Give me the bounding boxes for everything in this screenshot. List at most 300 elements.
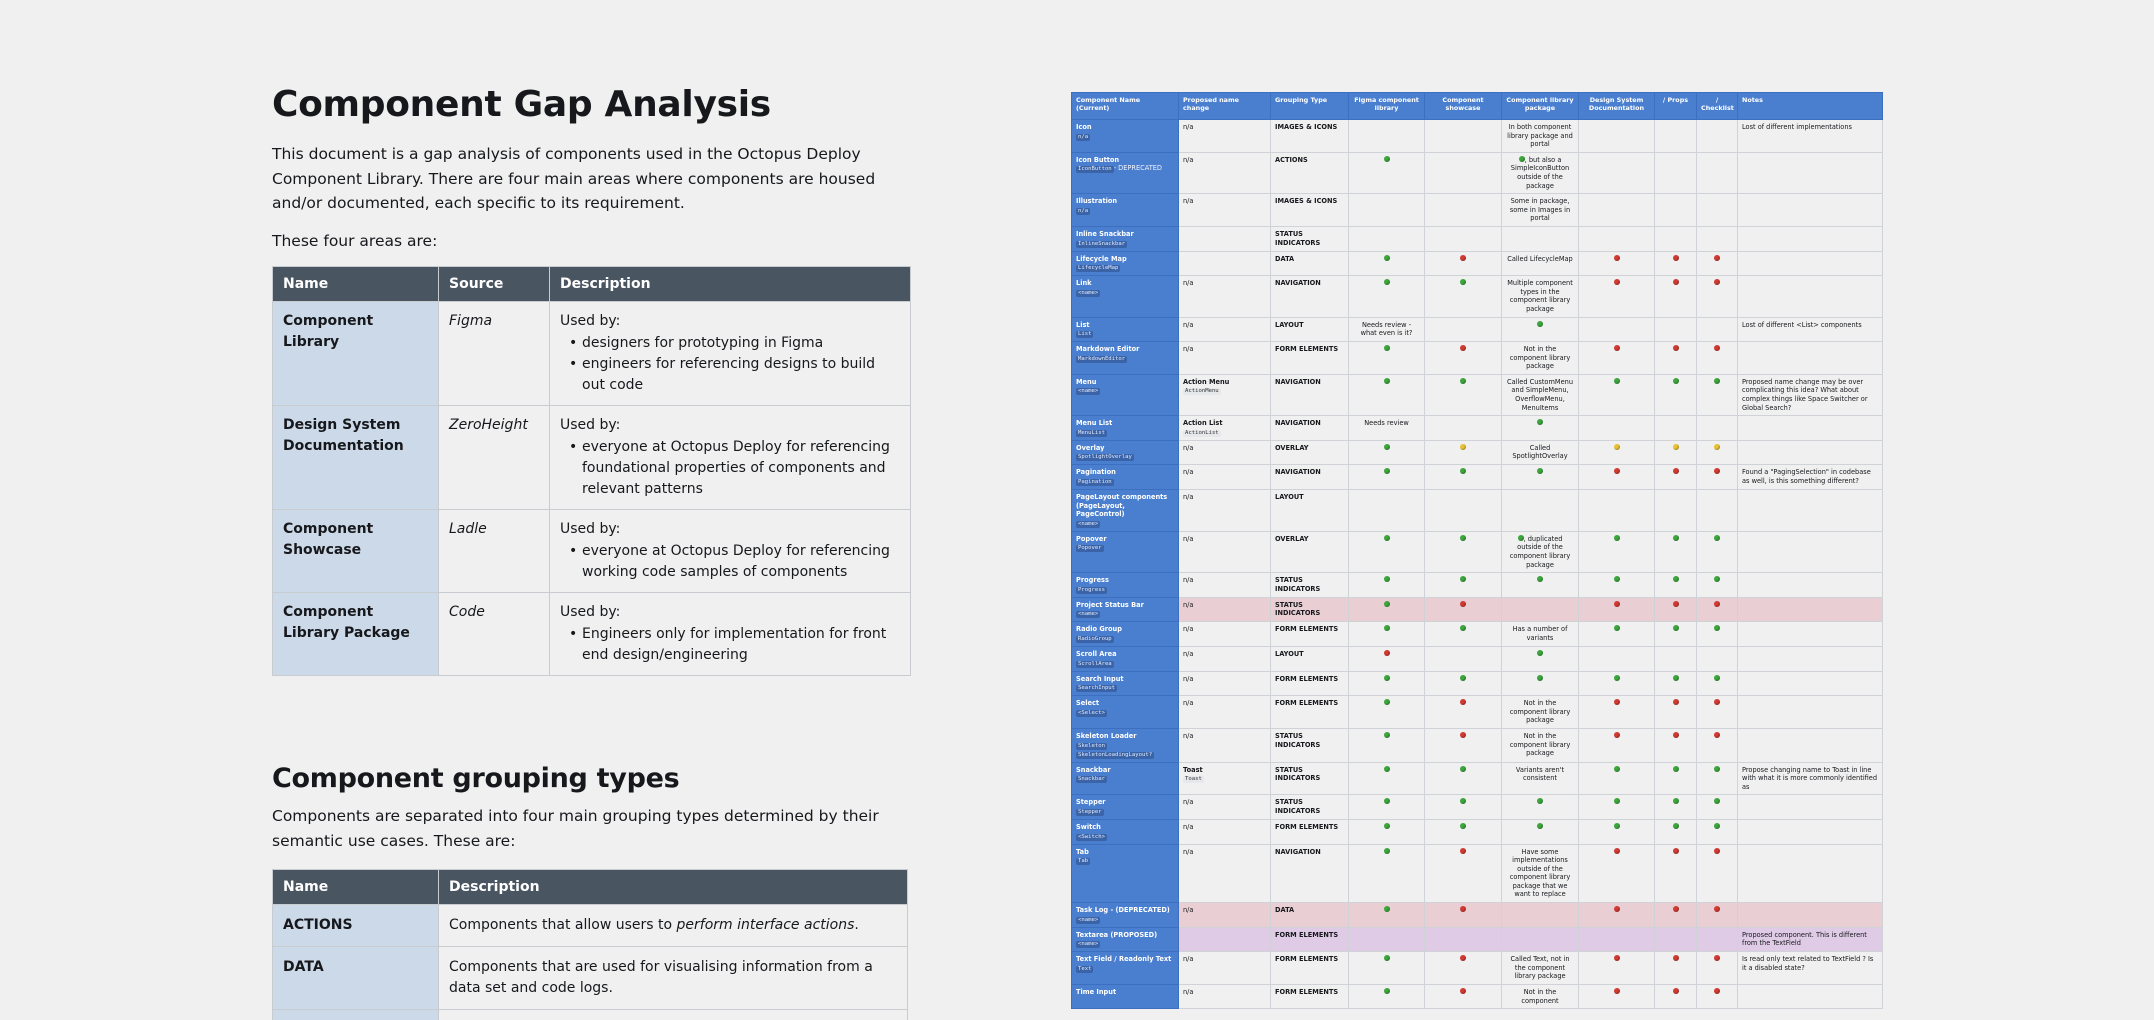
component-name: Markdown Editor xyxy=(1076,345,1140,354)
status-cell-figma xyxy=(1349,276,1425,317)
red-status-dot-icon xyxy=(1673,848,1679,854)
grouping-header-name: Name xyxy=(273,870,439,905)
component-name: Stepper xyxy=(1076,798,1106,807)
proposed-name: n/a xyxy=(1183,493,1194,502)
proposed-name: Toast xyxy=(1183,765,1203,774)
component-code-line xyxy=(1076,543,1174,552)
component-name: List xyxy=(1076,320,1090,329)
green-status-dot-icon xyxy=(1460,468,1466,474)
status-cell-figma xyxy=(1349,317,1425,342)
proposed-name-cell xyxy=(1179,194,1271,227)
component-name: Project Status Bar xyxy=(1076,600,1144,609)
component-code: IconButton xyxy=(1078,166,1112,173)
notes-cell: Found a "PagingSelection" in codebase as well, is this something different? xyxy=(1738,465,1883,490)
green-status-dot-icon xyxy=(1384,345,1390,351)
status-cell-props xyxy=(1655,374,1697,415)
proposed-name-cell xyxy=(1179,927,1271,952)
component-name: Select xyxy=(1076,699,1100,708)
area-bullet: • Engineers only for implementation for front end design/engineering xyxy=(560,624,900,666)
status-cell-dsd xyxy=(1579,597,1655,622)
green-status-dot-icon xyxy=(1714,625,1720,631)
proposed-name-cell xyxy=(1179,152,1271,193)
status-cell-dsd xyxy=(1579,120,1655,153)
proposed-name-cell xyxy=(1179,276,1271,317)
status-cell-text: Called SpotlightOverlay xyxy=(1512,443,1568,461)
component-code-line xyxy=(1076,609,1174,618)
area-lead: Used by: xyxy=(560,521,621,537)
status-cell-dsd xyxy=(1579,317,1655,342)
proposed-name: n/a xyxy=(1183,625,1194,634)
component-note: - DEPRECATED xyxy=(1113,164,1163,173)
component-name-cell xyxy=(1072,573,1179,598)
proposed-code: ActionList xyxy=(1185,429,1219,436)
red-status-dot-icon xyxy=(1673,906,1679,912)
status-cell-text: Not in the component library package xyxy=(1509,345,1571,371)
status-cell-dsd xyxy=(1579,844,1655,903)
component-code-line xyxy=(1076,856,1174,865)
green-status-dot-icon xyxy=(1384,906,1390,912)
green-status-dot-icon xyxy=(1673,535,1679,541)
gap-row xyxy=(1072,276,1883,317)
component-name-cell xyxy=(1072,226,1179,251)
proposed-code-line xyxy=(1183,386,1266,395)
area-lead: Used by: xyxy=(560,417,621,433)
component-name-cell xyxy=(1072,927,1179,952)
green-status-dot-icon xyxy=(1537,321,1543,327)
component-name: Link xyxy=(1076,279,1092,288)
status-cell-showcase xyxy=(1425,671,1502,696)
proposed-name-cell xyxy=(1179,573,1271,598)
red-status-dot-icon xyxy=(1460,988,1466,994)
status-cell-figma xyxy=(1349,152,1425,193)
status-cell-showcase xyxy=(1425,795,1502,820)
status-cell-figma xyxy=(1349,844,1425,903)
green-status-dot-icon xyxy=(1460,798,1466,804)
area-source: ZeroHeight xyxy=(439,406,550,510)
status-cell-showcase xyxy=(1425,844,1502,903)
component-name-cell xyxy=(1072,465,1179,490)
status-cell-check xyxy=(1697,465,1738,490)
status-cell-figma xyxy=(1349,342,1425,375)
status-cell-props xyxy=(1655,416,1697,441)
green-status-dot-icon xyxy=(1673,823,1679,829)
red-status-dot-icon xyxy=(1614,345,1620,351)
grouping-type: OVERLAY xyxy=(1271,440,1349,465)
status-cell-showcase xyxy=(1425,646,1502,671)
component-code: LifecycleMap xyxy=(1078,265,1119,272)
component-code-line xyxy=(1076,774,1174,783)
status-cell-props xyxy=(1655,251,1697,276)
yellow-status-dot-icon xyxy=(1714,444,1720,450)
grouping-intro: Components are separated into four main grouping types determined by their semantic use cases. These are: xyxy=(272,807,879,850)
notes-cell xyxy=(1738,194,1883,227)
area-bullet: • designers for prototyping in Figma xyxy=(560,333,900,354)
area-bullets xyxy=(560,437,900,500)
red-status-dot-icon xyxy=(1460,255,1466,261)
status-cell-props xyxy=(1655,952,1697,985)
gap-row xyxy=(1072,819,1883,844)
notes-cell: Lost of different implementations xyxy=(1738,120,1883,153)
component-code: n/a xyxy=(1078,207,1089,214)
grouping-name xyxy=(273,1010,439,1020)
area-description xyxy=(550,406,911,510)
status-cell-showcase xyxy=(1425,728,1502,762)
status-cell-text: Not in the component xyxy=(1521,988,1559,1005)
status-cell-figma xyxy=(1349,985,1425,1009)
green-status-dot-icon xyxy=(1714,576,1720,582)
status-cell-pkg xyxy=(1502,819,1579,844)
status-cell-dsd xyxy=(1579,342,1655,375)
proposed-name-cell xyxy=(1179,696,1271,729)
proposed-name-cell xyxy=(1179,844,1271,903)
status-cell-figma xyxy=(1349,573,1425,598)
notes-cell xyxy=(1738,416,1883,441)
green-status-dot-icon xyxy=(1537,675,1543,681)
area-description xyxy=(550,302,911,406)
page-title: Component Gap Analysis xyxy=(272,84,771,125)
notes-cell xyxy=(1738,728,1883,762)
proposed-name: n/a xyxy=(1183,197,1194,206)
component-code: n/a xyxy=(1078,133,1089,140)
status-cell-text: Not in the component library package xyxy=(1509,699,1571,725)
component-name: Illustration xyxy=(1076,197,1118,206)
proposed-name: n/a xyxy=(1183,798,1194,807)
status-cell-dsd xyxy=(1579,374,1655,415)
red-status-dot-icon xyxy=(1673,699,1679,705)
status-cell-text: In both component library package and portal xyxy=(1507,123,1573,149)
status-cell-figma xyxy=(1349,531,1425,572)
notes-cell xyxy=(1738,597,1883,622)
areas-header-row xyxy=(273,267,911,302)
status-cell-text: Called LifecycleMap xyxy=(1507,254,1573,263)
component-code: Stepper xyxy=(1078,808,1102,815)
red-status-dot-icon xyxy=(1460,955,1466,961)
red-status-dot-icon xyxy=(1673,345,1679,351)
proposed-name-cell xyxy=(1179,597,1271,622)
component-name-cell xyxy=(1072,416,1179,441)
area-lead: Used by: xyxy=(560,313,621,329)
red-status-dot-icon xyxy=(1614,255,1620,261)
component-name: Switch xyxy=(1076,822,1101,831)
proposed-name-cell xyxy=(1179,490,1271,532)
red-status-dot-icon xyxy=(1460,601,1466,607)
gap-row xyxy=(1072,622,1883,647)
grouping-title: Component grouping types xyxy=(272,763,680,794)
status-cell-dsd xyxy=(1579,465,1655,490)
status-cell-check xyxy=(1697,573,1738,598)
green-status-dot-icon xyxy=(1614,378,1620,384)
status-cell-props xyxy=(1655,317,1697,342)
status-cell-figma xyxy=(1349,374,1425,415)
green-status-dot-icon xyxy=(1614,675,1620,681)
green-status-dot-icon xyxy=(1384,279,1390,285)
gap-row xyxy=(1072,374,1883,415)
status-cell-figma xyxy=(1349,226,1425,251)
status-cell-check xyxy=(1697,927,1738,952)
component-code-line xyxy=(1076,428,1174,437)
component-name: Task Log - (DEPRECATED) xyxy=(1076,906,1170,915)
gap-row xyxy=(1072,573,1883,598)
red-status-dot-icon xyxy=(1714,345,1720,351)
component-code: <name> xyxy=(1078,520,1099,527)
green-status-dot-icon xyxy=(1614,823,1620,829)
proposed-name-cell xyxy=(1179,416,1271,441)
component-name-cell xyxy=(1072,531,1179,572)
grouping-row xyxy=(273,905,908,947)
status-cell-showcase xyxy=(1425,531,1502,572)
status-cell-showcase xyxy=(1425,120,1502,153)
green-status-dot-icon xyxy=(1384,732,1390,738)
status-cell-pkg xyxy=(1502,342,1579,375)
red-status-dot-icon xyxy=(1714,955,1720,961)
status-cell-props xyxy=(1655,573,1697,598)
component-code: Tab xyxy=(1078,858,1089,865)
grouping-type: FORM ELEMENTS xyxy=(1271,342,1349,375)
status-cell-check xyxy=(1697,844,1738,903)
grouping-type: OVERLAY xyxy=(1271,531,1349,572)
proposed-name-cell xyxy=(1179,251,1271,276)
green-status-dot-icon xyxy=(1537,468,1543,474)
yellow-status-dot-icon xyxy=(1460,444,1466,450)
component-name-cell xyxy=(1072,819,1179,844)
component-code-line xyxy=(1076,164,1174,173)
area-row xyxy=(273,593,911,676)
grouping-type: IMAGES & ICONS xyxy=(1271,194,1349,227)
status-cell-check xyxy=(1697,696,1738,729)
status-cell-showcase xyxy=(1425,622,1502,647)
notes-cell: Proposed component. This is different from the TextField xyxy=(1738,927,1883,952)
component-name: Text Field / Readonly Text xyxy=(1076,955,1172,964)
status-cell-text: Has a number of variants xyxy=(1512,625,1568,642)
component-name: Snackbar xyxy=(1076,765,1111,774)
status-cell-props xyxy=(1655,927,1697,952)
component-code-line xyxy=(1076,386,1174,395)
component-code: <name> xyxy=(1078,388,1099,395)
component-code-line xyxy=(1076,519,1174,528)
proposed-code: ActionMenu xyxy=(1185,388,1219,395)
grouping-type: FORM ELEMENTS xyxy=(1271,952,1349,985)
grouping-description xyxy=(439,947,908,1010)
grouping-type: LAYOUT xyxy=(1271,317,1349,342)
grouping-type: DATA xyxy=(1271,251,1349,276)
status-cell-check xyxy=(1697,597,1738,622)
component-name: Textarea (PROPOSED) xyxy=(1076,930,1158,939)
grouping-section xyxy=(272,760,912,1020)
proposed-name-cell xyxy=(1179,819,1271,844)
grouping-description xyxy=(439,905,908,947)
status-cell-check xyxy=(1697,120,1738,153)
gap-row xyxy=(1072,465,1883,490)
status-cell-figma xyxy=(1349,465,1425,490)
notes-cell xyxy=(1738,622,1883,647)
gap-header-cell: Proposed name change xyxy=(1179,93,1271,120)
red-status-dot-icon xyxy=(1714,279,1720,285)
status-cell-text: Needs review xyxy=(1364,419,1409,428)
green-status-dot-icon xyxy=(1384,823,1390,829)
grouping-type: FORM ELEMENTS xyxy=(1271,985,1349,1009)
green-status-dot-icon xyxy=(1460,675,1466,681)
area-name: Component Showcase xyxy=(273,510,439,593)
status-cell-showcase xyxy=(1425,762,1502,795)
status-cell-pkg xyxy=(1502,952,1579,985)
status-cell-props xyxy=(1655,646,1697,671)
green-status-dot-icon xyxy=(1673,625,1679,631)
green-status-dot-icon xyxy=(1384,675,1390,681)
green-status-dot-icon xyxy=(1714,535,1720,541)
component-code-line xyxy=(1076,239,1174,248)
notes-cell xyxy=(1738,226,1883,251)
component-code-line xyxy=(1076,206,1174,215)
component-code-line xyxy=(1076,634,1174,643)
status-cell-figma xyxy=(1349,671,1425,696)
area-bullets xyxy=(560,333,900,396)
proposed-code: Toast xyxy=(1185,776,1202,783)
status-cell-pkg xyxy=(1502,903,1579,928)
status-cell-showcase xyxy=(1425,440,1502,465)
component-name-cell xyxy=(1072,342,1179,375)
green-status-dot-icon xyxy=(1714,823,1720,829)
green-status-dot-icon xyxy=(1714,798,1720,804)
status-cell-pkg xyxy=(1502,416,1579,441)
red-status-dot-icon xyxy=(1614,732,1620,738)
component-code: <Select> xyxy=(1078,709,1105,716)
status-cell-props xyxy=(1655,490,1697,532)
gap-row xyxy=(1072,317,1883,342)
proposed-name: n/a xyxy=(1183,955,1194,964)
component-name: Scroll Area xyxy=(1076,649,1117,658)
grouping-type: NAVIGATION xyxy=(1271,374,1349,415)
red-status-dot-icon xyxy=(1614,906,1620,912)
gap-table-panel xyxy=(1071,92,1883,1009)
status-cell-props xyxy=(1655,276,1697,317)
gap-row xyxy=(1072,952,1883,985)
red-status-dot-icon xyxy=(1714,255,1720,261)
status-cell-check xyxy=(1697,952,1738,985)
grouping-type: STATUS INDICATORS xyxy=(1271,597,1349,622)
status-cell-text: , duplicated outside of the component library package xyxy=(1509,534,1571,569)
gap-header-cell: / Checklist xyxy=(1697,93,1738,120)
gap-row xyxy=(1072,120,1883,153)
status-cell-props xyxy=(1655,531,1697,572)
status-cell-text: Some in package, some in Images in portal xyxy=(1509,197,1571,223)
green-status-dot-icon xyxy=(1384,766,1390,772)
header-description: Description xyxy=(550,267,911,302)
proposed-name-cell xyxy=(1179,622,1271,647)
component-code-line xyxy=(1076,659,1174,668)
component-name-cell xyxy=(1072,952,1179,985)
intro-paragraph: This document is a gap analysis of components used in the Octopus Deploy Component Library. There are four main areas where components are housed and/or documented, each specific to its requirement. xyxy=(272,145,876,212)
status-cell-dsd xyxy=(1579,927,1655,952)
grouping-type: IMAGES & ICONS xyxy=(1271,120,1349,153)
status-cell-figma xyxy=(1349,597,1425,622)
green-status-dot-icon xyxy=(1714,766,1720,772)
status-cell-figma xyxy=(1349,819,1425,844)
component-code-line xyxy=(1076,329,1174,338)
component-code: <name> xyxy=(1078,916,1099,923)
component-name: PageLayout components (PageLayout, PageControl) xyxy=(1076,493,1168,519)
green-status-dot-icon xyxy=(1384,955,1390,961)
status-cell-showcase xyxy=(1425,597,1502,622)
proposed-name-cell xyxy=(1179,762,1271,795)
component-code-line xyxy=(1076,132,1174,141)
grouping-desc-text: Components that are used for visualising information from a data set and code logs. xyxy=(449,959,873,996)
grouping-type: STATUS INDICATORS xyxy=(1271,728,1349,762)
proposed-name-cell xyxy=(1179,985,1271,1009)
green-status-dot-icon xyxy=(1384,444,1390,450)
status-cell-check xyxy=(1697,194,1738,227)
status-cell-showcase xyxy=(1425,276,1502,317)
notes-cell: Proposed name change may be over complicating this idea? What about complex things like Space Switcher or Global Search? xyxy=(1738,374,1883,415)
component-code-line xyxy=(1076,477,1174,486)
notes-cell xyxy=(1738,903,1883,928)
red-status-dot-icon xyxy=(1714,601,1720,607)
component-code: <name> xyxy=(1078,611,1099,618)
area-description xyxy=(550,510,911,593)
status-cell-figma xyxy=(1349,416,1425,441)
status-cell-check xyxy=(1697,985,1738,1009)
red-status-dot-icon xyxy=(1460,906,1466,912)
gap-row xyxy=(1072,531,1883,572)
component-name: Search Input xyxy=(1076,674,1124,683)
status-cell-props xyxy=(1655,903,1697,928)
gap-header-cell: Component Name (Current) xyxy=(1072,93,1179,120)
gap-row xyxy=(1072,927,1883,952)
status-cell-figma xyxy=(1349,762,1425,795)
area-bullet: • engineers for referencing designs to build out code xyxy=(560,354,900,396)
status-cell-figma xyxy=(1349,927,1425,952)
grouping-description xyxy=(439,1010,908,1020)
proposed-name: n/a xyxy=(1183,988,1194,997)
status-cell-check xyxy=(1697,374,1738,415)
status-cell-props xyxy=(1655,985,1697,1009)
proposed-name: n/a xyxy=(1183,649,1194,658)
status-cell-figma xyxy=(1349,622,1425,647)
status-cell-check xyxy=(1697,903,1738,928)
component-code-line xyxy=(1076,939,1174,948)
status-cell-figma xyxy=(1349,440,1425,465)
area-bullet: • everyone at Octopus Deploy for referencing working code samples of components xyxy=(560,541,900,583)
notes-cell xyxy=(1738,646,1883,671)
green-status-dot-icon xyxy=(1614,576,1620,582)
green-status-dot-icon xyxy=(1673,766,1679,772)
status-cell-props xyxy=(1655,819,1697,844)
status-cell-dsd xyxy=(1579,251,1655,276)
status-cell-check xyxy=(1697,416,1738,441)
component-code: Text xyxy=(1078,965,1092,972)
component-code-line xyxy=(1076,354,1174,363)
component-name-cell xyxy=(1072,251,1179,276)
red-status-dot-icon xyxy=(1714,699,1720,705)
component-code: Skeleton xyxy=(1078,742,1105,749)
red-status-dot-icon xyxy=(1673,279,1679,285)
component-name-cell xyxy=(1072,696,1179,729)
proposed-name: n/a xyxy=(1183,320,1194,329)
green-status-dot-icon xyxy=(1384,378,1390,384)
area-name: Component Library Package xyxy=(273,593,439,676)
status-cell-pkg xyxy=(1502,490,1579,532)
status-cell-showcase xyxy=(1425,317,1502,342)
status-cell-showcase xyxy=(1425,490,1502,532)
status-cell-figma xyxy=(1349,952,1425,985)
component-code-line xyxy=(1076,708,1174,717)
status-cell-dsd xyxy=(1579,762,1655,795)
area-source: Figma xyxy=(439,302,550,406)
proposed-code-line xyxy=(1183,774,1266,783)
red-status-dot-icon xyxy=(1673,601,1679,607)
proposed-name: n/a xyxy=(1183,345,1194,354)
status-cell-showcase xyxy=(1425,952,1502,985)
component-code-line xyxy=(1076,964,1174,973)
